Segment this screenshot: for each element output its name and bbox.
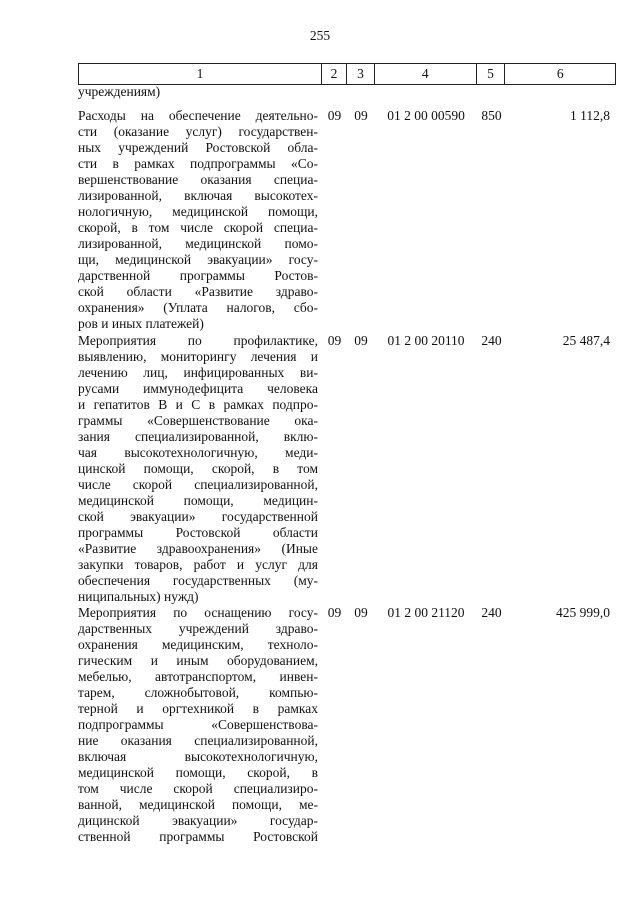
expense-type-code: 240 — [481, 333, 502, 348]
header-col-5: 5 — [477, 64, 506, 84]
description-line: Мероприятия по профилактике, — [78, 333, 318, 348]
expense-type-code: 850 — [481, 108, 502, 123]
expense-type-code: 240 — [481, 605, 502, 620]
description-line: закупки товаров, работ и услуг для — [78, 557, 318, 572]
description-line: охранения» (Уплата налогов, сбо- — [78, 300, 318, 315]
description-line: мебелью, автотранспортом, инвен- — [78, 669, 318, 684]
description-line: сти (оказание услуг) государствен- — [78, 124, 318, 139]
description-line: ванной, медицинской помощи, ме- — [78, 797, 318, 812]
description-line: выявлению, мониторингу лечения и — [78, 349, 318, 364]
continuation-text: учреждениям) — [78, 84, 161, 99]
description-line: лизированной, включая высокотех- — [78, 188, 318, 203]
amount: 425 999,0 — [556, 605, 610, 620]
description-line: дарственной программы Ростов- — [78, 268, 318, 283]
subsection-code: 09 — [354, 605, 368, 620]
description-line: дицинской эвакуации» государ- — [78, 813, 318, 828]
amount: 1 112,8 — [570, 108, 610, 123]
description-line: программы Ростовской области — [78, 525, 318, 540]
description-line: тарем, сложнобытовой, компью- — [78, 685, 318, 700]
header-col-6: 6 — [556, 66, 564, 81]
section-code: 09 — [327, 605, 342, 620]
description-line: вершенствование оказания специа- — [78, 172, 318, 187]
amount: 25 487,4 — [562, 333, 610, 348]
section-code: 09 — [327, 333, 342, 348]
header-col-3: 3 — [347, 64, 375, 84]
description-line: лечению лиц, инфицированных ви- — [78, 365, 318, 380]
description-line: терной и оргтехникой в рамках — [78, 701, 318, 716]
description-line: включая высокотехнологичную, — [78, 749, 318, 764]
target-article-code: 01 2 00 00590 — [387, 108, 465, 123]
target-article-code: 01 2 00 21120 — [387, 605, 465, 620]
description-line: обеспечения государственных (му- — [78, 573, 318, 588]
header-col-2: 2 — [322, 64, 347, 84]
page-number: 255 — [309, 28, 331, 43]
description-line: лизированной, медицинской помо- — [78, 236, 318, 251]
description-line: Расходы на обеспечение деятельно- — [78, 108, 318, 123]
description-line: числе скорой специализированной, — [78, 477, 318, 492]
description-line: ской области «Развитие здраво- — [78, 284, 318, 299]
description-line: гическим и иным оборудованием, — [78, 653, 318, 668]
description-line: дарственных учреждений здраво- — [78, 621, 318, 636]
description-line: скорой, в том числе скорой специа- — [78, 220, 318, 235]
header-col-1: 1 — [79, 64, 322, 84]
table-row — [78, 333, 616, 605]
subsection-code: 09 — [354, 333, 368, 348]
description-line: ров и иных платежей) — [78, 316, 204, 331]
description-line: граммы «Совершенствование ока- — [78, 413, 318, 428]
description-line: зания специализированной, вклю- — [78, 429, 318, 444]
description-line: ской эвакуации» государственной — [78, 509, 318, 524]
description-line: чая высокотехнологичную, меди- — [78, 445, 318, 460]
description-line: медицинской помощи, медицин- — [78, 493, 318, 508]
row-description — [78, 333, 318, 605]
row-description — [78, 108, 318, 332]
description-line: цинской помощи, скорой, в том — [78, 461, 318, 476]
description-line: том числе скорой специализиро- — [78, 781, 318, 796]
description-line: ственной программы Ростовской — [78, 829, 318, 844]
description-line: ниципальных) нужд) — [78, 589, 199, 604]
row-description — [78, 605, 318, 845]
description-line: нологичную, медицинской помощи, — [78, 204, 318, 219]
description-line: и гепатитов В и С в рамках подпро- — [78, 397, 318, 412]
description-line: щи, медицинской эвакуации» госу- — [78, 252, 318, 267]
subsection-code: 09 — [354, 108, 368, 123]
description-line: русами иммунодефицита человека — [78, 381, 318, 396]
table-header-row — [78, 63, 616, 85]
description-line: Мероприятия по оснащению госу- — [78, 605, 318, 620]
description-line: охранения медицинским, техноло- — [78, 637, 318, 652]
description-line: ных учреждений Ростовской обла- — [78, 140, 318, 155]
description-line: подпрограммы «Совершенствова- — [78, 717, 318, 732]
header-col-4: 4 — [375, 64, 477, 84]
description-line: «Развитие здравоохранения» (Иные — [78, 541, 318, 556]
description-line: сти в рамках подпрограммы «Со- — [78, 156, 318, 171]
table-row — [78, 108, 616, 332]
description-line: медицинской помощи, скорой, в — [78, 765, 318, 780]
table-row — [78, 605, 616, 845]
target-article-code: 01 2 00 20110 — [387, 333, 465, 348]
description-line: ние оказания специализированной, — [78, 733, 318, 748]
section-code: 09 — [327, 108, 342, 123]
